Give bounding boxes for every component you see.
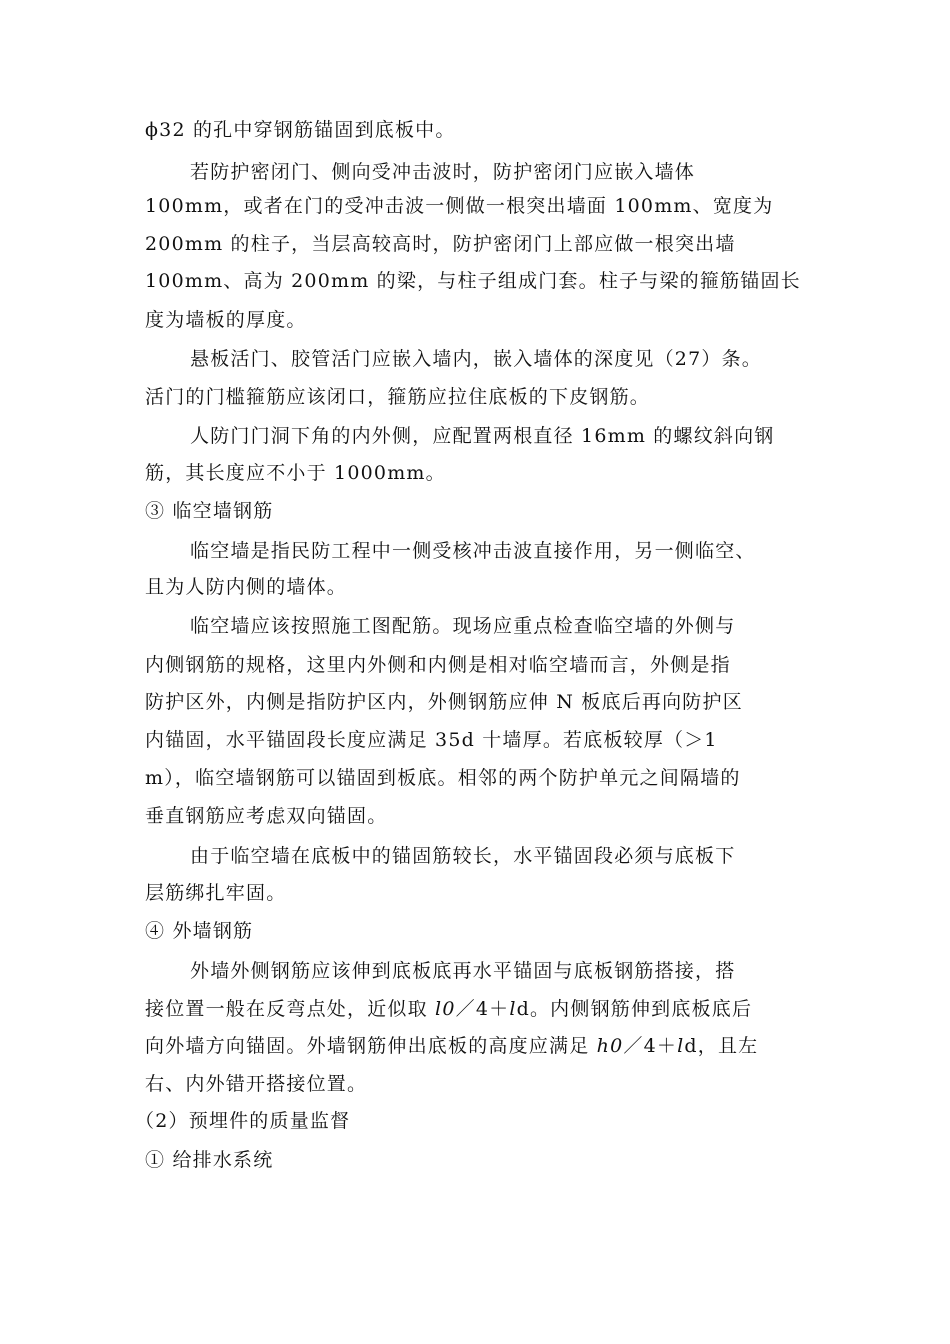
- text-line: 活门的门槛箍筋应该闭口，箍筋应拉住底板的下皮钢筋。: [145, 386, 651, 408]
- text-line: 层筋绑扎牢固。: [145, 882, 287, 904]
- text-line-with-formula: [145, 1033, 758, 1059]
- paragraph-line: 临空墙应该按照施工图配筋。现场应重点检查临空墙的外侧与: [190, 615, 736, 637]
- text-line: m），临空墙钢筋可以锚固到板底。相邻的两个防护单元之间隔墙的: [145, 767, 741, 789]
- text-line: 筋，其长度应不小于 1000mm。: [145, 462, 446, 484]
- section-heading: ③ 临空墙钢筋: [145, 500, 274, 522]
- text-line: 右、内外错开搭接位置。: [145, 1073, 368, 1095]
- text-segment: 接位置一般在反弯点处，近似取: [145, 998, 436, 1020]
- section-heading: ④ 外墙钢筋: [145, 920, 254, 942]
- text-segment: d，且左: [684, 1035, 759, 1057]
- formula-l: l: [677, 1035, 685, 1057]
- text-line: 防护区外，内侧是指防护区内，外侧钢筋应伸 N 板底后再向防护区: [145, 691, 743, 713]
- text-line: 且为人防内侧的墙体。: [145, 576, 348, 598]
- text-segment: ／4＋: [623, 1035, 678, 1057]
- text-line: 内侧钢筋的规格，这里内外侧和内侧是相对临空墙而言，外侧是指: [145, 654, 731, 676]
- formula-h0: h0: [596, 1035, 624, 1057]
- text-segment: 向外墙方向锚固。外墙钢筋伸出底板的高度应满足: [145, 1035, 597, 1057]
- paragraph-line: 临空墙是指民防工程中一侧受核冲击波直接作用，另一侧临空、: [190, 540, 756, 562]
- text-line: 垂直钢筋应考虑双向锚固。: [145, 805, 388, 827]
- text-line: 100mm，或者在门的受冲击波一侧做一根突出墙面 100mm、宽度为: [145, 195, 774, 217]
- section-heading: （2）预埋件的质量监督: [135, 1110, 351, 1132]
- paragraph-line: 悬板活门、胶管活门应嵌入墙内，嵌入墙体的深度见（27）条。: [190, 348, 762, 370]
- text-line-with-formula: [145, 996, 752, 1022]
- text-segment: ／4＋: [455, 998, 510, 1020]
- paragraph-line: 若防护密闭门、侧向受冲击波时，防护密闭门应嵌入墙体: [190, 161, 696, 183]
- text-line: 度为墙板的厚度。: [145, 309, 307, 331]
- text-line: 内锚固，水平锚固段长度应满足 35d 十墙厚。若底板较厚（＞1: [145, 729, 718, 751]
- text-segment: d。内侧钢筋伸到底板底后: [516, 998, 753, 1020]
- text-line: 200mm 的柱子，当层高较高时，防护密闭门上部应做一根突出墙: [145, 233, 736, 255]
- text-line: ϕ32 的孔中穿钢筋锚固到底板中。: [145, 119, 456, 141]
- paragraph-line: 外墙外侧钢筋应该伸到底板底再水平锚固与底板钢筋搭接，搭: [190, 960, 736, 982]
- formula-l: l: [509, 998, 517, 1020]
- paragraph-line: 人防门门洞下角的内外侧，应配置两根直径 16mm 的螺纹斜向钢: [190, 425, 775, 447]
- paragraph-line: 由于临空墙在底板中的锚固筋较长，水平锚固段必须与底板下: [190, 845, 736, 867]
- formula-l0: l0: [435, 998, 456, 1020]
- section-heading: ① 给排水系统: [145, 1149, 274, 1171]
- text-line: 100mm、高为 200mm 的梁，与柱子组成门套。柱子与梁的箍筋锚固长: [145, 270, 801, 292]
